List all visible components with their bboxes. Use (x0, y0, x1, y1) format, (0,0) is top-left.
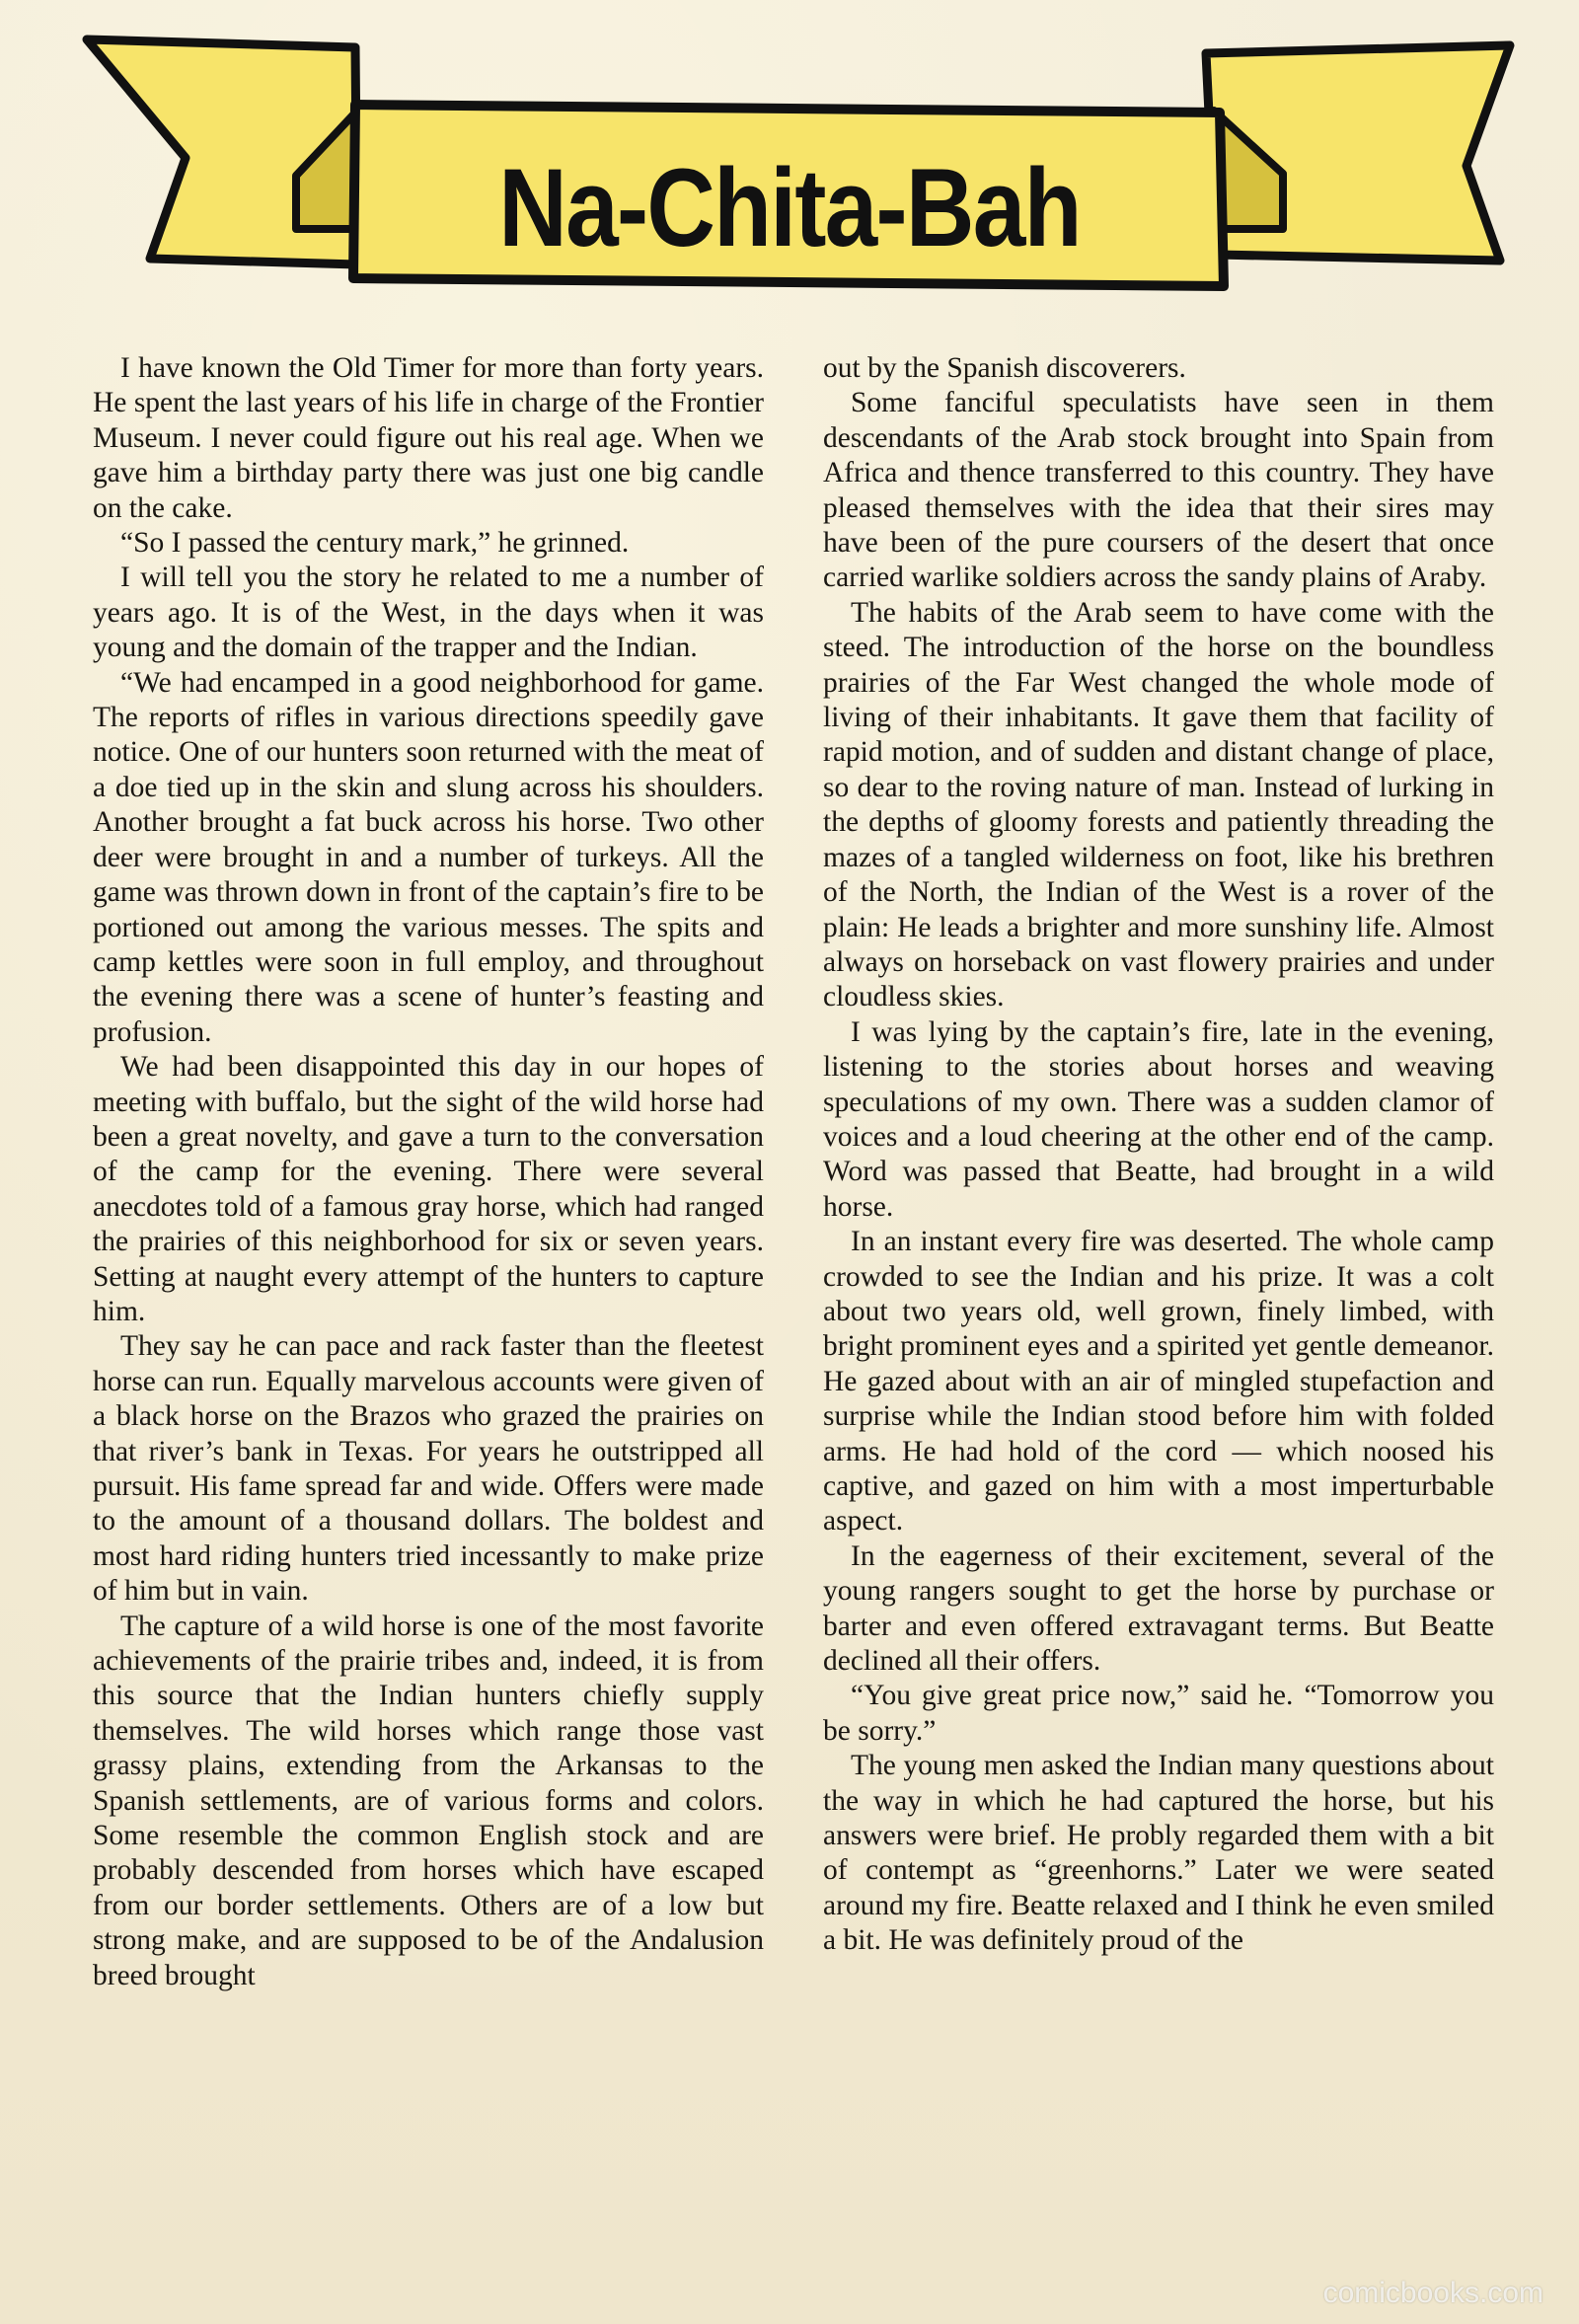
paragraph: The young men asked the Indian many questions about the way in which he had captured the horse, but his answers were brief. He probly regarded them with a bit of contempt as “greenhorns.” Later we were seated around my fire. Beatte relaxed and I think he even smiled a bit. He was definitely proud of the (823, 1750, 1494, 1957)
paragraph: I have known the Old Timer for more than forty years. He spent the last years of his life in charge of the Frontier Museum. I never could figure out his real age. When we gave him a birthday party there was just one big candle on the cake. (93, 352, 764, 524)
paragraph: The capture of a wild horse is one of the most favorite achievements of the prairie tribes and, indeed, it is from this source that the Indian hunters chiefly supply themselves. The wild horses which range those vast grassy plains, extending from the Arkansas to the Spanish settlements, are of various forms and colors. Some resemble the common English stock and are probably descended from horses which have escaped from our border settlements. Others are of a low but strong make, and are supposed to be of the Andalusion breed brought (93, 1610, 764, 1991)
paragraph: They say he can pace and rack faster than the fleetest horse can run. Equally marvelous accounts were given of a black horse on the Brazos who grazed the prairies on that river’s bank in Texas. For years he outstripped all pursuit. His fame spread far and wide. Offers were made to the amount of a thousand dollars. The boldest and most hard riding hunters tried incessantly to make prize of him but in vain. (93, 1330, 764, 1608)
paragraph: Some fanciful speculatists have seen in them descendants of the Arab stock brought into Spain from Africa and thence transferred to this country. They have pleased themselves with the idea that their sires may have been of the pure coursers of the desert that once carried warlike soldiers across the sandy plains of Araby. (823, 387, 1494, 594)
title-banner (0, 0, 1579, 326)
paragraph: We had been disappointed this day in our hopes of meeting with buffalo, but the sight of the wild horse had been a great novelty, and gave a turn to the conversation of the camp for the evening. There were several anecdotes told of a famous gray horse, which had ranged the prairies of this neighborhood for six or seven years. Setting at naught every attempt of the hunters to capture him. (93, 1051, 764, 1327)
paragraph: I will tell you the story he related to me a number of years ago. It is of the West, in the days when it was young and the domain of the trapper and the Indian. (93, 562, 764, 664)
story-title: Na-Chita-Bah (498, 145, 1081, 269)
paragraph: “We had encamped in a good neighborhood for game. The reports of rifles in various directions speedily gave notice. One of our hunters soon returned with the meat of a doe tied up in the skin and slung across his shoulders. Another brought a fat buck across his horse. Two other deer were brought in and a number of turkeys. All the game was thrown down in front of the captain’s fire to be portioned out among the various messes. The spits and camp kettles were soon in full employ, and throughout the evening there was a scene of hunter’s feasting and profusion. (93, 666, 764, 1048)
watermark-text: comicbooks.com (1322, 2277, 1543, 2309)
paragraph: out by the Spanish discoverers. (823, 352, 1186, 384)
paragraph: The habits of the Arab seem to have come with the steed. The introduction of the horse on the boundless prairies of the Far West changed the whole mode of living of their inhabitants. It gave them that facility of rapid motion, and of sudden and distant change of place, so dear to the roving nature of man. Instead of lurking in the depths of gloomy forests and patiently threading the mazes of a tangled wilderness on foot, like his brethren of the North, the Indian of the West is a rover of the plain: He leads a brighter and more sunshiny life. Almost always on horseback on vast flowery prairies and under cloudless skies. (823, 596, 1494, 1013)
right-text-column (823, 351, 1494, 1959)
paragraph: I was lying by the captain’s fire, late in the evening, listening to the stories about horses and weaving speculations of my own. There was a sudden clamor of voices and a loud cheering at the other end of the camp. Word was passed that Beatte, had brought in a wild horse. (823, 1015, 1494, 1223)
paragraph: “So I passed the century mark,” he grinned. (120, 527, 630, 560)
left-text-column (93, 351, 764, 1993)
paragraph: In an instant every fire was deserted. The whole camp crowded to see the Indian and his prize. It was a colt about two years old, well grown, finely limbed, with bright prominent eyes and a spirited yet gentle demeanor. He gazed about with an air of mingled stupefaction and surprise while the Indian stood before him with folded arms. He had hold of the cord — which noosed his captive, and gazed on him with a most imperturbable aspect. (823, 1226, 1494, 1537)
paragraph: “You give great price now,” said he. “Tomorrow you be sorry.” (823, 1680, 1494, 1747)
paragraph: In the eagerness of their excitement, several of the young rangers sought to get the horse by purchase or barter and even offered extravagant terms. But Beatte declined all their offers. (823, 1539, 1494, 1678)
